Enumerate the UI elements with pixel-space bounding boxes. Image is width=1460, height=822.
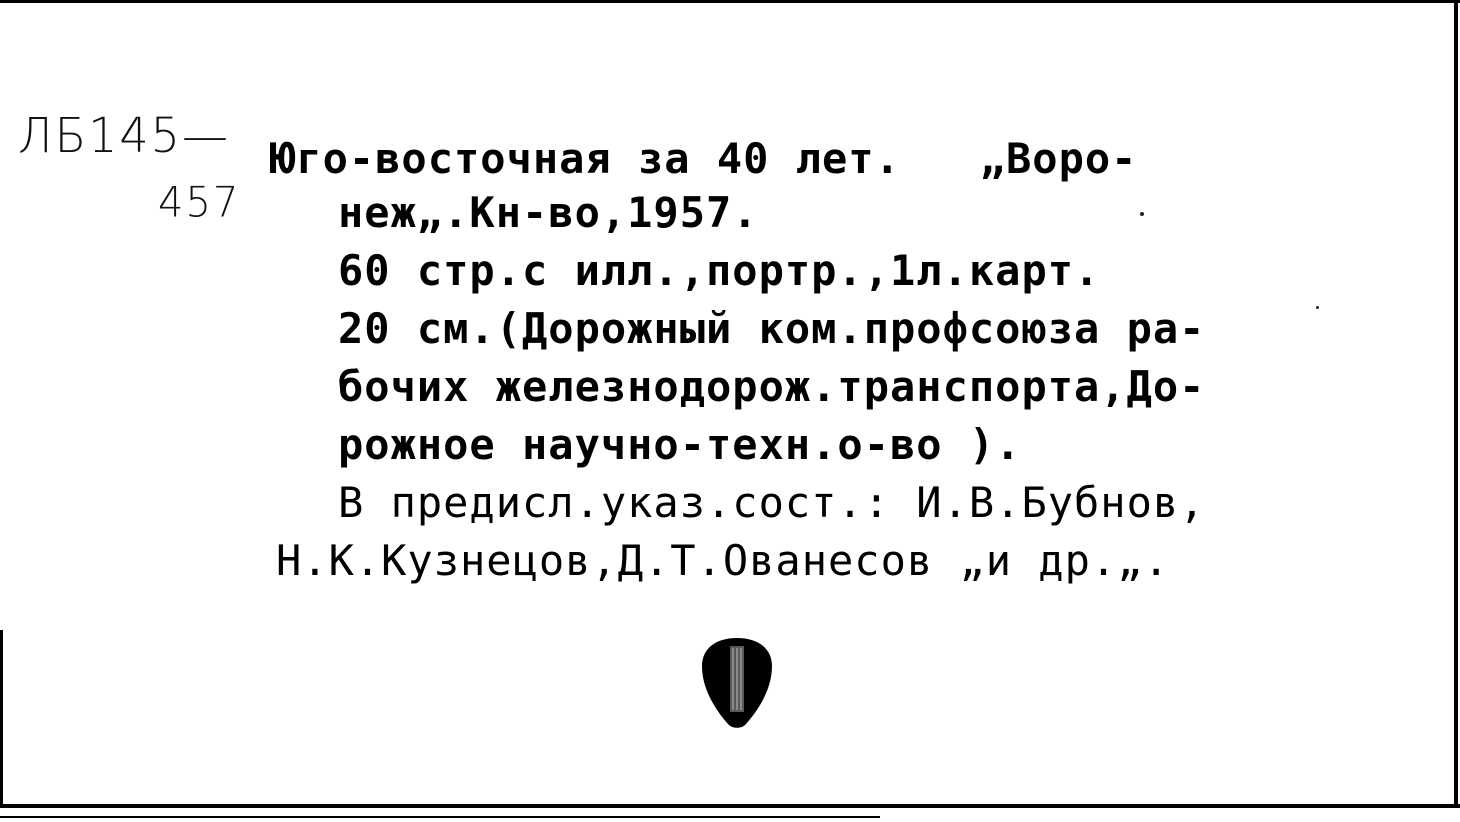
- card-text-line-8: Н.К.Кузнецов,Д.Т.Ованесов „и др.„.: [276, 536, 1170, 585]
- library-stamp-icon: [700, 636, 774, 732]
- card-text-line-4: 20 см.(Дорожный ком.профсоюза ра-: [338, 304, 1206, 353]
- card-text-line-1: Юго-восточная за 40 лет. „Воро-: [270, 134, 1138, 183]
- scan-speck: [1316, 306, 1319, 309]
- card-text-line-6: рожное научно-техн.о-во ).: [338, 420, 1022, 469]
- card-text-line-5: бочих железнодорож.транспорта,До-: [338, 362, 1206, 411]
- card-edge-bottom-shadow: [0, 816, 880, 818]
- card-edge-right: [1454, 0, 1458, 808]
- card-text-line-3: 60 стр.с илл.,портр.,1л.карт.: [338, 246, 1101, 295]
- card-edge-top: [0, 0, 1460, 3]
- card-edge-left: [0, 630, 3, 805]
- shelfmark-line-1: ЛБ145—: [18, 106, 230, 164]
- shelfmark-line-2: 457: [158, 178, 241, 228]
- scan-speck: [1140, 212, 1144, 216]
- card-text-line-7: В предисл.указ.сост.: И.В.Бубнов,: [338, 478, 1206, 527]
- card-text-line-2: неж„.Кн-во,1957.: [338, 188, 759, 237]
- card-edge-bottom: [0, 804, 1460, 808]
